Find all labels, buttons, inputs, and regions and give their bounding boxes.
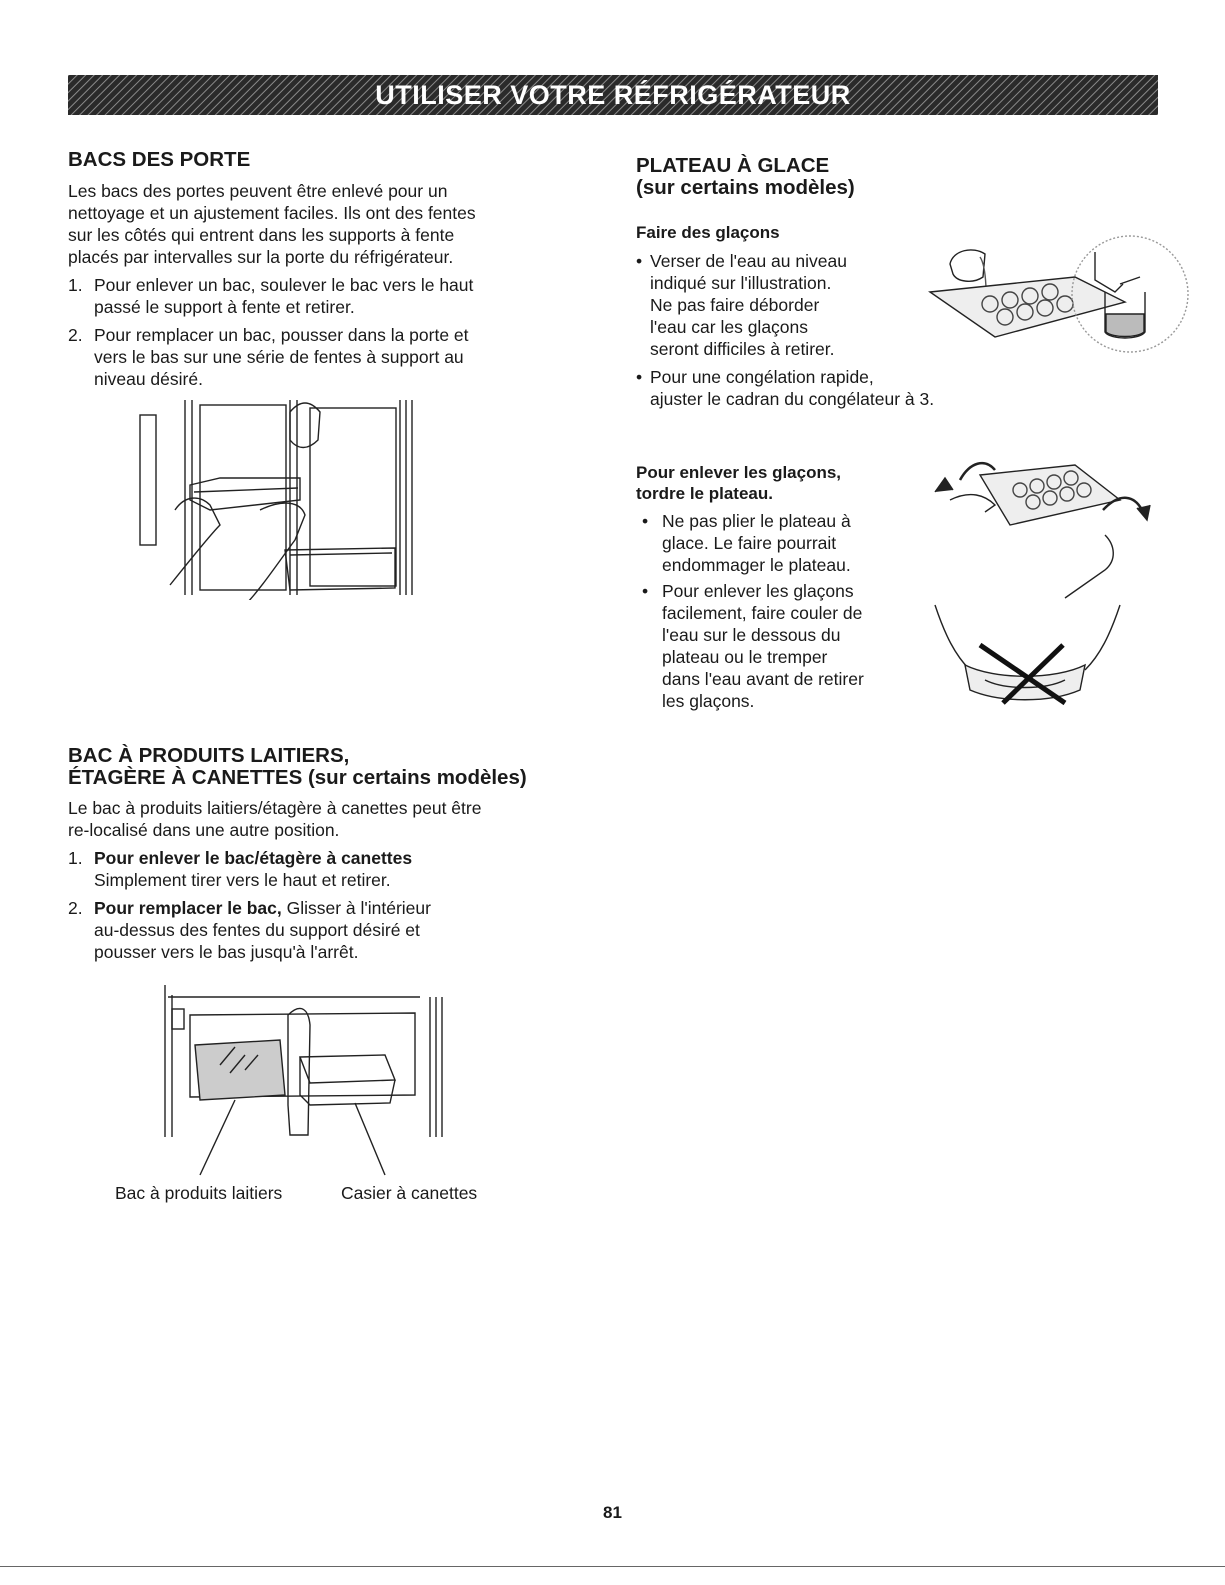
bullet-line: Verser de l'eau au niveau — [650, 251, 847, 271]
step-number: 2. — [68, 325, 83, 345]
do-not-bend-illustration — [925, 595, 1130, 710]
step-item — [68, 847, 588, 891]
step-number: 1. — [68, 275, 83, 295]
step-number: 1. — [68, 848, 83, 868]
dairy-bin-illustration — [160, 985, 450, 1185]
step-line: Simplement tirer vers le haut et retirer. — [94, 870, 391, 890]
intro-line: Les bacs des portes peuvent être enlevé pour un — [68, 181, 448, 201]
caption-can-rack: Casier à canettes — [341, 1183, 478, 1203]
banner-title: UTILISER VOTRE RÉFRIGÉRATEUR — [375, 80, 851, 110]
bullet-line: facilement, faire couler de — [662, 603, 863, 623]
door-bins-intro — [68, 180, 568, 268]
bullet-item — [636, 510, 916, 576]
step-item — [68, 897, 588, 963]
bullet-line: ajuster le cadran du congélateur à 3. — [650, 389, 935, 409]
bullet-line: les glaçons. — [662, 691, 755, 711]
bullet-dot: • — [636, 367, 643, 387]
fill-tray-illustration — [925, 222, 1195, 362]
dairy-steps — [68, 847, 588, 963]
bullet-line: l'eau car les glaçons — [650, 317, 809, 337]
step-line: pousser vers le bas jusqu'à l'arrêt. — [94, 942, 359, 962]
dairy-heading-line2: ÉTAGÈRE À CANETTES (sur certains modèles) — [68, 766, 527, 789]
step-bold: Pour enlever le bac/étagère à canettes — [94, 848, 413, 868]
step-line: vers le bas sur une série de fentes à support au — [94, 347, 464, 367]
bullet-line: Ne pas plier le plateau à — [662, 511, 851, 531]
caption-dairy-bin: Bac à produits laitiers — [115, 1183, 283, 1203]
bullet-line: plateau ou le tremper — [662, 647, 828, 667]
bullet-dot: • — [642, 581, 649, 601]
ice-tray-heading-line1: PLATEAU À GLACE — [636, 154, 830, 177]
twist-tray-illustration — [925, 450, 1155, 600]
page-number: 81 — [603, 1503, 622, 1522]
bullet-line: seront difficiles à retirer. — [650, 339, 835, 359]
intro-line: sur les côtés qui entrent dans les supports à fente — [68, 225, 455, 245]
bullet-dot: • — [636, 251, 643, 271]
bullet-item — [636, 580, 916, 712]
dairy-intro — [68, 797, 588, 841]
removing-subheading-line1: Pour enlever les glaçons, — [636, 463, 842, 482]
step-item — [68, 324, 568, 390]
step-line: au-dessus des fentes du support désiré et — [94, 920, 420, 940]
step-item — [68, 274, 568, 318]
bullet-line: endommager le plateau. — [662, 555, 851, 575]
door-bins-section — [68, 149, 568, 390]
removing-subheading-line2: tordre le plateau. — [636, 484, 773, 503]
step-line: niveau désiré. — [94, 369, 203, 389]
intro-line: nettoyage et un ajustement faciles. Ils ont des fentes — [68, 203, 476, 223]
section-banner — [68, 75, 1158, 115]
removing-ice-block — [636, 462, 916, 712]
bullet-line: indiqué sur l'illustration. — [650, 273, 832, 293]
step-line: passé le support à fente et retirer. — [94, 297, 355, 317]
bullet-line: Ne pas faire déborder — [650, 295, 820, 315]
bullet-line: Pour une congélation rapide, — [650, 367, 874, 387]
bullet-line: Pour enlever les glaçons — [662, 581, 854, 601]
ice-tray-heading-line2: (sur certains modèles) — [636, 176, 855, 199]
dairy-heading-line1: BAC À PRODUITS LAITIERS, — [68, 744, 350, 767]
intro-line: Le bac à produits laitiers/étagère à canettes peut être — [68, 798, 482, 818]
ice-tray-section — [636, 155, 1036, 199]
bullet-line: dans l'eau avant de retirer — [662, 669, 864, 689]
bullet-line: glace. Le faire pourrait — [662, 533, 837, 553]
making-ice-subheading: Faire des glaçons — [636, 223, 780, 242]
step-line: Pour enlever un bac, soulever le bac vers le haut — [94, 275, 474, 295]
intro-line: re-localisé dans une autre position. — [68, 820, 340, 840]
dairy-section — [68, 745, 588, 963]
step-line: Pour remplacer un bac, pousser dans la porte et — [94, 325, 469, 345]
step-bold: Pour remplacer le bac, — [94, 898, 282, 918]
door-bin-illustration — [130, 400, 430, 600]
bullet-line: l'eau sur le dessous du — [662, 625, 841, 645]
door-bins-heading: BACS DES PORTE — [68, 148, 251, 171]
bullet-item — [636, 366, 1050, 410]
intro-line: placés par intervalles sur la porte du réfrigérateur. — [68, 247, 454, 267]
step-text: Glisser à l'intérieur — [281, 898, 431, 918]
step-number: 2. — [68, 898, 83, 918]
footer-rule — [0, 1566, 1225, 1567]
door-bins-steps — [68, 274, 568, 390]
bullet-dot: • — [642, 511, 649, 531]
